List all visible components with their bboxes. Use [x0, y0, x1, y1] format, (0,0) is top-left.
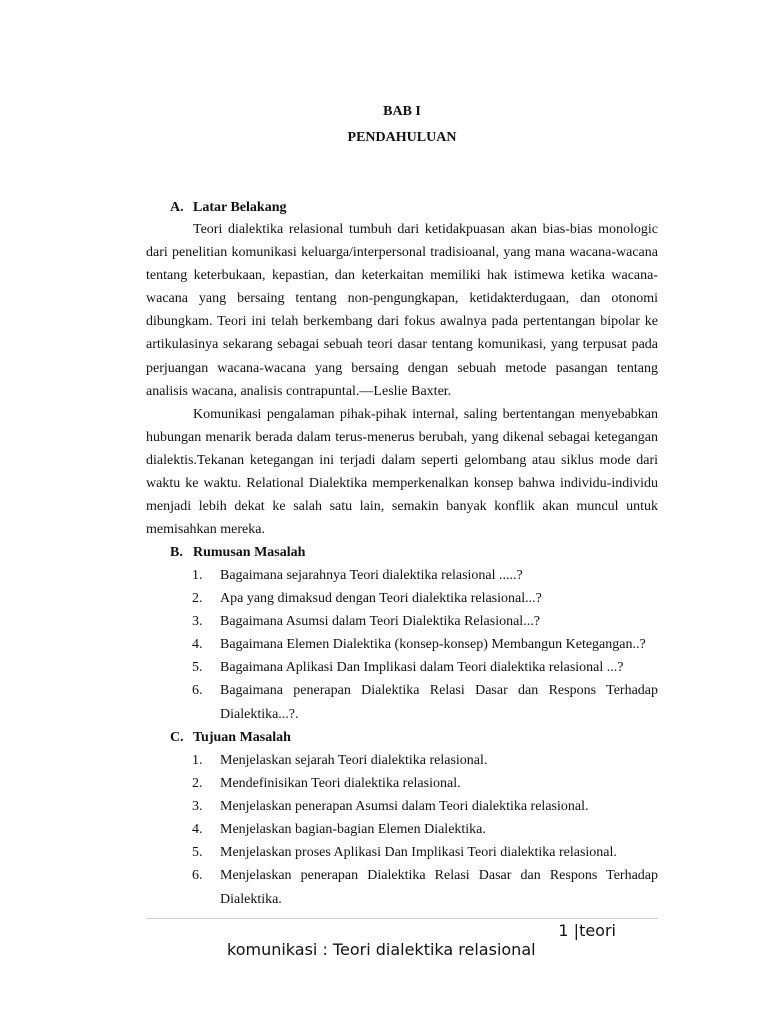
section-a-letter: A.: [170, 200, 184, 215]
section-c-heading: [170, 730, 291, 746]
list-item-text: Bagaimana Aplikasi Dan Implikasi dalam Teori dialektika relasional ...?: [220, 660, 624, 676]
chapter-label: BAB I: [383, 104, 421, 119]
rumusan-masalah-list: [146, 564, 658, 726]
footer-page-number: 1 |teori: [558, 921, 616, 940]
section-b-letter: B.: [170, 545, 183, 560]
list-item-text: Apa yang dimaksud dengan Teori dialektika relasional...?: [220, 591, 542, 607]
section-a-heading: [170, 200, 286, 216]
list-number: 3.: [192, 614, 203, 630]
list-item-text: Mendefinisikan Teori dialektika relasional.: [220, 776, 461, 792]
list-item: [146, 656, 658, 679]
list-item-text: Bagaimana penerapan Dialektika Relasi Dasar dan Respons Terhadap Dialektika...?.: [220, 683, 658, 722]
tujuan-masalah-list: [146, 749, 658, 911]
list-number: 1.: [192, 753, 203, 768]
list-number: 4.: [192, 822, 203, 838]
page-title: PENDAHULUAN: [347, 130, 457, 145]
list-item-text: Menjelaskan proses Aplikasi Dan Implikasi Teori dialektika relasional.: [220, 845, 617, 861]
list-number: 2.: [192, 591, 203, 607]
list-item: [146, 818, 658, 841]
footer-subtitle: komunikasi : Teori dialektika relasional: [227, 940, 536, 959]
list-item-text: Menjelaskan bagian-bagian Elemen Dialektika.: [220, 822, 486, 838]
list-number: 1.: [192, 568, 203, 583]
list-item: [146, 749, 658, 772]
section-c-letter: C.: [170, 730, 184, 745]
list-number: 4.: [192, 637, 203, 653]
list-number: 5.: [192, 660, 203, 676]
section-b-title: Rumusan Masalah: [193, 545, 306, 560]
list-item-text: Bagaimana Asumsi dalam Teori Dialektika Relasional...?: [220, 614, 540, 630]
list-number: 6.: [192, 868, 203, 884]
section-b-heading: [170, 545, 305, 561]
list-item-text: Bagaimana sejarahnya Teori dialektika relasional .....?: [220, 568, 523, 583]
list-item: [146, 864, 658, 910]
list-item: [146, 795, 658, 818]
list-item: [146, 841, 658, 864]
list-item: [146, 772, 658, 795]
list-item: [146, 587, 658, 610]
list-item: [146, 610, 658, 633]
section-a-paragraph-2: Komunikasi pengalaman pihak-pihak internal, saling bertentangan menyebabkan hubungan menarik berada dalam terus-menerus berubah, yang dikenal sebagai ketegangan dialektis.Tekanan ketegangan ini terjadi dalam seperti gelombang atau siklus mode dari waktu ke waktu. Relational Dialektika memperkenalkan konsep bahwa individu-individu menjadi lebih dekat ke salah satu lain, semakin banyak konflik akan muncul untuk memisahkan mereka.: [146, 407, 658, 538]
list-number: 2.: [192, 776, 203, 792]
footer-divider: [146, 918, 658, 919]
list-item-text: Bagaimana Elemen Dialektika (konsep-konsep) Membangun Ketegangan..?: [220, 637, 646, 653]
list-number: 3.: [192, 799, 203, 815]
section-c-title: Tujuan Masalah: [193, 730, 291, 745]
list-item-text: Menjelaskan penerapan Dialektika Relasi Dasar dan Respons Terhadap Dialektika.: [220, 868, 658, 907]
list-item: [146, 564, 658, 587]
list-item-text: Menjelaskan sejarah Teori dialektika relasional.: [220, 753, 488, 768]
list-item-text: Menjelaskan penerapan Asumsi dalam Teori dialektika relasional.: [220, 799, 589, 815]
list-item: [146, 679, 658, 725]
list-number: 5.: [192, 845, 203, 861]
section-a-paragraph-1: Teori dialektika relasional tumbuh dari ketidakpuasan akan bias-bias monologic dari penelitian komunikasi keluarga/interpersonal tradisioanal, yang mana wacana-wacana tentang keterbukaan, kepastian, dan keterkaitan memiliki hak istimewa ketika wacana-wacana yang bersaing tentang non-pengungkapan, ketidakterdugaan, dan otonomi dibungkam. Teori ini telah berkembang dari fokus awalnya pada pertentangan bipolar ke artikulasinya sekarang sebagai sebuah teori dasar tentang komunikasi, yang terpusat pada perjuangan wacana-wacana yang bersaing dengan sebuah metode pasangan tentang analisis wacana, analisis contrapuntal.—Leslie Baxter.: [146, 222, 658, 399]
section-a-title: Latar Belakang: [193, 200, 287, 215]
list-number: 6.: [192, 683, 203, 699]
list-item: [146, 633, 658, 656]
